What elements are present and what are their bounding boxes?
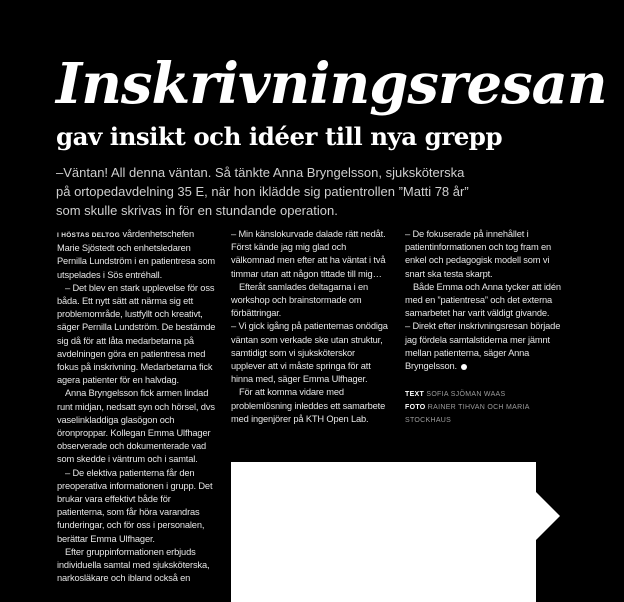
photo-credit: FOTO RAINER TIHVAN OCH MARIA STOCKHAUS — [405, 404, 530, 424]
paragraph: – Min känslokurvade dalade rätt nedåt. Först kände jag mig glad och välkomnad men efter att ha väntat i två timmar utan att någon tittade till mig… — [231, 229, 386, 279]
paragraph: Efteråt samlades deltagarna i en workshop och brainstormade om förbättringar. — [231, 281, 369, 319]
paragraph: – De elektiva patienterna får den preoperativa informationen i grupp. Det brukar vara effektivt både för patienterna, som får höra varandras funderingar, och för oss i personalen, berättar Emma Ulfhager. — [57, 467, 213, 544]
paragraph: För att komma vidare med problemlösning inleddes ett samarbete med ingenjörer på KTH Open Lab. — [231, 387, 386, 424]
body-column-2 — [231, 228, 391, 426]
paragraph: Både Emma och Anna tycker att idén med en ”patientresa” och det externa samarbetet har varit väldigt givande. — [405, 281, 561, 319]
body-column-3 — [405, 228, 565, 373]
article-title: Inskrivningsresan — [56, 51, 607, 117]
article-subtitle: gav insikt och idéer till nya grepp — [56, 122, 503, 151]
body-column-1 — [57, 228, 217, 585]
paragraph: – Det blev en stark upplevelse för oss båda. Ett nytt sätt att närma sig ett problemområde, lustfyllt och kreativt, säger Pernilla Lundström. De bestämde sig då för att låta medarbetarna på avdelningen göra en patientresa med fokus på inskrivning. Medarbetarna fick agera patienter för en halvdag. — [57, 282, 216, 386]
credits — [405, 388, 575, 427]
paragraph: Efter gruppinformationen erbjuds individuella samtal med sjuksköterska, narkosläkare och ibland också en — [57, 546, 210, 584]
paragraph: – Direkt efter inskrivningsresan började jag fördela samtalstiderna mer jämnt mellan patienterna, säger Anna Bryngelsson. — [405, 321, 561, 372]
paragraph: Anna Bryngelsson fick armen lindad runt midjan, nedsatt syn och hörsel, dvs vaselinkladdiga glasögon och öronproppar. Kollegan Emma Ulfhager observerade och dokumenterade vad som skedde i väntrum och i samtal. — [57, 388, 215, 465]
speech-bubble-tail — [536, 492, 560, 540]
paragraph: I HÖSTAS DELTOG vårdenhetschefen Marie Sjöstedt och enhetsledaren Pernilla Lundström i en patientresa som utspelades i Sös entréhall. — [57, 229, 215, 280]
paragraph: – De fokuserade på innehållet i patientinformationen och tog fram en enkel och pedagogisk modell som vi snart ska testa skarpt. — [405, 229, 552, 279]
end-mark-icon — [461, 364, 467, 370]
text-credit: TEXT SOFIA SJÖMAN WAAS — [405, 391, 506, 398]
paragraph: – Vi gick igång på patienternas onödiga väntan som verkade ske utan struktur, samtidigt som vi sjuksköterskor upplever att vi måste springa för att hinna med, säger Emma Ulfhager. — [231, 321, 388, 385]
kicker: I HÖSTAS DELTOG — [57, 232, 121, 239]
article-intro: –Väntan! All denna väntan. Så tänkte Anna Bryngelsson, sjuksköterska på ortopedavdelning 35 E, när hon iklädde sig patientrollen ”Matti 78 år” som skulle skrivas in för en stundande operation. — [56, 165, 469, 218]
speech-bubble — [231, 462, 536, 602]
